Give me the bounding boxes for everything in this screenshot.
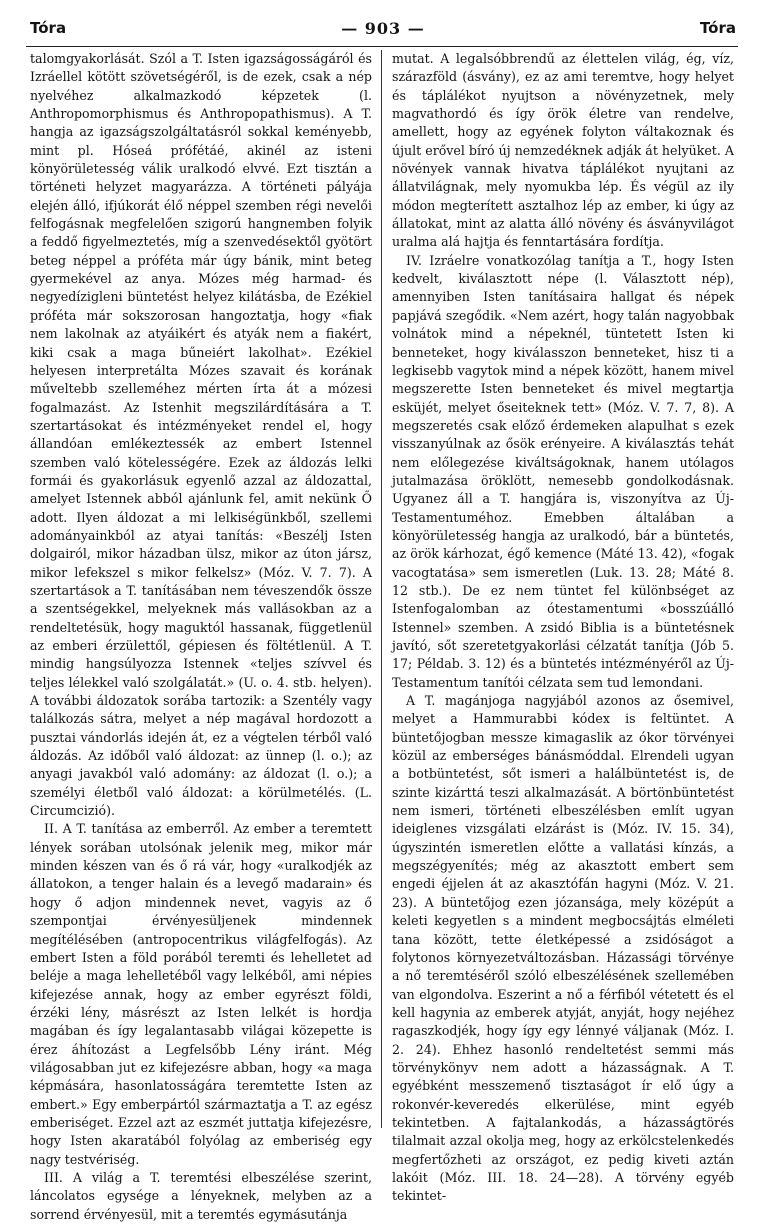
header-right-title: Tóra	[699, 19, 736, 37]
running-header	[30, 14, 736, 42]
paragraph-ii-man: II. A T. tanítása az emberről. Az ember a teremtett lények sorában utolsónak jelenik meg, mikor már minden készen van és ő rá vár, hogy «uralkodjék az állatokon, a tenger halain és a levegő madarain» és hogy ő adjon mindennek nevet, vagyis az ő szempontjai érvényesüljenek mindennek megítélésében (antropocentrikus világfelfogás). Az embert Isten a föld porából teremti és lehelletet ad beléje a maga lehelletéből vagy lelkéből, ami népies kifejezése annak, hogy az ember egyrészt földi, érzéki lény, másrészt az Isten lelkét is hordja magában és így legalantasabb világai közepette is érez áhítozást a Legfelsőbb Lény iránt. Még világosabban jut ez kifejezésre abban, hogy «a maga képmására, hasonlatosságára teremtette Isten az embert.» Egy emberpártól származtatja a T. az egész emberiséget. Ezzel azt az eszmét juttatja kifejezésre, hogy Isten akaratából folyólag az emberiség egy nagy testvériség.	[30, 821, 372, 1167]
header-rule	[26, 46, 738, 47]
paragraph-private-law: A T. magánjoga nagyjából azonos az ősemivel, melyet a Hammurabbi kódex is feltüntet. A büntetőjogban messze kimagaslik az ókor törvényei közül az emberséges bánásmóddal. Elrendeli ugyan a botbüntetést, sőt ismeri a halálbüntetést is, de szinte kizárttá teszi alkalmazását. A börtönbüntetést nem ismeri, történeti elbeszélésben említ ugyan ideiglenes vizsgálati elzárást is (Móz. IV. 15. 34), úgyszintén ismeretlen előtte a vallatási kínzás, a megszégyenítés; még az akasztott embert sem engedi éjjelen át az akasztófán hagyni (Móz. V. 21. 23). A büntetőjog ezen józansága, mely középút a keleti kegyetlen s a mindent megbocsájtás elméleti tana között, tette életképessé a zsidóságot a folytonos környezetváltozásban. Házassági törvénye a nő teremtéséről szóló elbeszélésének szellemében van elgondolva. Eszerint a nő a férfiból vétetett és el kell hagynia az emberek atyját, anyját, hogy nejéhez ragaszkodjék, hogy így egy lénnyé váljanak (Móz. I. 2. 24). Ehhez hasonló rendeltetést semmi más törvénykönyv nem adott a házasságnak. A T. egyébként messzemenő tisztaságot ír elő úgy a rokonvér-keveredés elkerülése, mint egyéb tekintetben. A fajtalankodás, a házasságtörés tilalmait azzal okolja meg, hogy az erkölcstelenkedés megfertőzheti az országot, ez pedig kiveti aztán lakóit (Móz. III. 18. 24—28). A törvény egyéb tekintet-	[392, 693, 734, 1204]
header-left-title: Tóra	[30, 19, 67, 37]
paragraph-iv-israel: IV. Izráelre vonatkozólag tanítja a T., hogy Isten kedvelt, kiválasztott népe (l. Választott nép), amennyiben Isten tanításaira hallgat és népek papjává szegődik. «Nem azért, hogy talán nagyobbak volnátok mind a népeknél, tüntetett Isten ki benneteket, hogy kiválasszon benneteket, hisz ti a legkisebb vagytok mind a népek között, hanem mivel megszerette Isten benneteket és mivel megtartja esküjét, melyet őseiteknek tett» (Móz. V. 7. 7, 8). A megszeretés csak előző érdemeken alapulhat s ezek visszanyúlnak az ősök erényeire. A kiválasztás tehát nem előlegezése kiváltságoknak, hanem utólagos jutalmazása öröklött, nemesebb gondolkodásnak. Ugyanez áll a T. hangjára is, viszonyítva az Új-Testamentuméhoz. Emebben általában a könyörületesség hangja az uralkodó, bár a büntetés, az örök kárhozat, égő kemence (Máté 13. 42), «fogak vacogtatása» sem ismeretlen (Luk. 13. 28; Máté 8. 12 stb.). De ez nem tüntet fel különbséget az Istenfogalomban az ótestamentumi «bosszúálló Istennel» szemben. A zsidó Biblia is a büntetésnek javító, sőt szeretetgyakorlási célzatát tanítja (Jób 5. 17; Példab. 3. 12) és a büntetés intézményéről az Új-Testamentum tanítói célzata sem tud lemondani.	[392, 252, 734, 690]
text-columns	[30, 50, 736, 1222]
paragraph-iii-world: III. A világ a T. teremtési elbeszélése szerint, láncolatos egysége a lényeknek, melyben az a sorrend érvényesül, mit a teremtés egymásutánja	[30, 1169, 372, 1222]
page-number: — 903 —	[341, 18, 425, 38]
paragraph-world-continued: mutat. A legalsóbbrendű az élettelen világ, ég, víz, szárazföld (ásvány), ez az ami teremtve, hogy helyet és táplálékot nyujtson a növényzetnek, mely magvathordó és így örök életre van rendelve, amellett, hogy az egyének folyton váltakoznak és újult erővel bíró új nemzedéknek adják át helyüket. A növények vannak hivatva táplálékot nyujtani az állatvilágnak, mely nyomukba lép. És végül az ily módon megterített asztalhoz lép az ember, ki úgy az állatokat, mint az alatta álló növény és ásványvilágot uralma alá hajtja és fenntartására fordítja.	[392, 51, 734, 250]
paragraph-torah-law: talomgyakorlását. Szól a T. Isten igazságosságáról és Izráellel kötött szövetségéről, is de ezek, csak a nép nyelvéhez alkalmazkodó képzetek (l. Anthropomorphismus és Anthropopathismus). A T. hangja az igazságszolgáltatásról sokkal keményebb, mint pl. Hóseá prófétáé, akinél az isteni könyörületesség válik uralkodó elvvé. Ezt tisztán a történeti helyzet magyarázza. A történeti pályája elején álló, ifjúkorát élő néppel szemben régi nevelői felfogásnak megfelelően szigorú hangnemben folyik a feddő figyelmeztetés, míg a szenvedésektől gyötört beteg néppel a próféta már úgy bánik, mint beteg gyermekével az anya. Mózes még harmad- és negyedízigleni büntetést helyez kilátásba, de Ezékiel próféta már sokszorosan hangoztatja, hogy «fiak nem lakolnak az atyáikért és atyák nem a fiakért, kiki csak a maga bűneiért lakolhat». Ezékiel helyesen interpretálta Mózes szavait és korának műveltebb szelleméhez mérten írta át a mózesi fogalmazást. Az Istenhit megszilárdítására a T. szertartásokat és intézményeket rendel el, hogy állandóan emlékeztessék az embert Istennel szemben való kötelességére. Ezek az áldozás lelki formái és gyakorlásuk egyenlő azzal az áldozattal, amelyet Istennek abból ajánlunk fel, amit nekünk Ő adott. Ilyen áldozat a mi lelkiségünkből, szellemi adományainkból az atyai tanítás: «Beszélj Isten dolgairól, mikor házadban ülsz, mikor az úton jársz, mikor lefekszel s mikor felkelsz» (Móz. V. 7. 7). A szertartások a T. tanításában nem téveszendők össze a szentségekkel, melyeknek más vallásokban az a rendeltetésük, hogy maguktól hassanak, függetlenül az emberi érzülettől, gépiesen és föltétlenül. A T. mindig hangsúlyozza Istennek «teljes szívvel és teljes lélekkel való szolgálatát.» (U. o. 4. stb. helyen). A további áldozatok sorába tartozik: a Szentély vagy találkozás sátra, melyet a nép magával hordozott a pusztai vándorlás idején át, ez a végtelen térből való áldozás. Az időből való áldozat: az ünnep (l. o.); az anyagi javakból való adomány: az áldozat (l. o.); a személyi életből való áldozat: a körülmetélés. (L. Circumcizió).	[30, 51, 372, 819]
right-column	[392, 50, 734, 1204]
column-divider	[381, 50, 382, 1128]
left-column	[30, 50, 372, 1222]
